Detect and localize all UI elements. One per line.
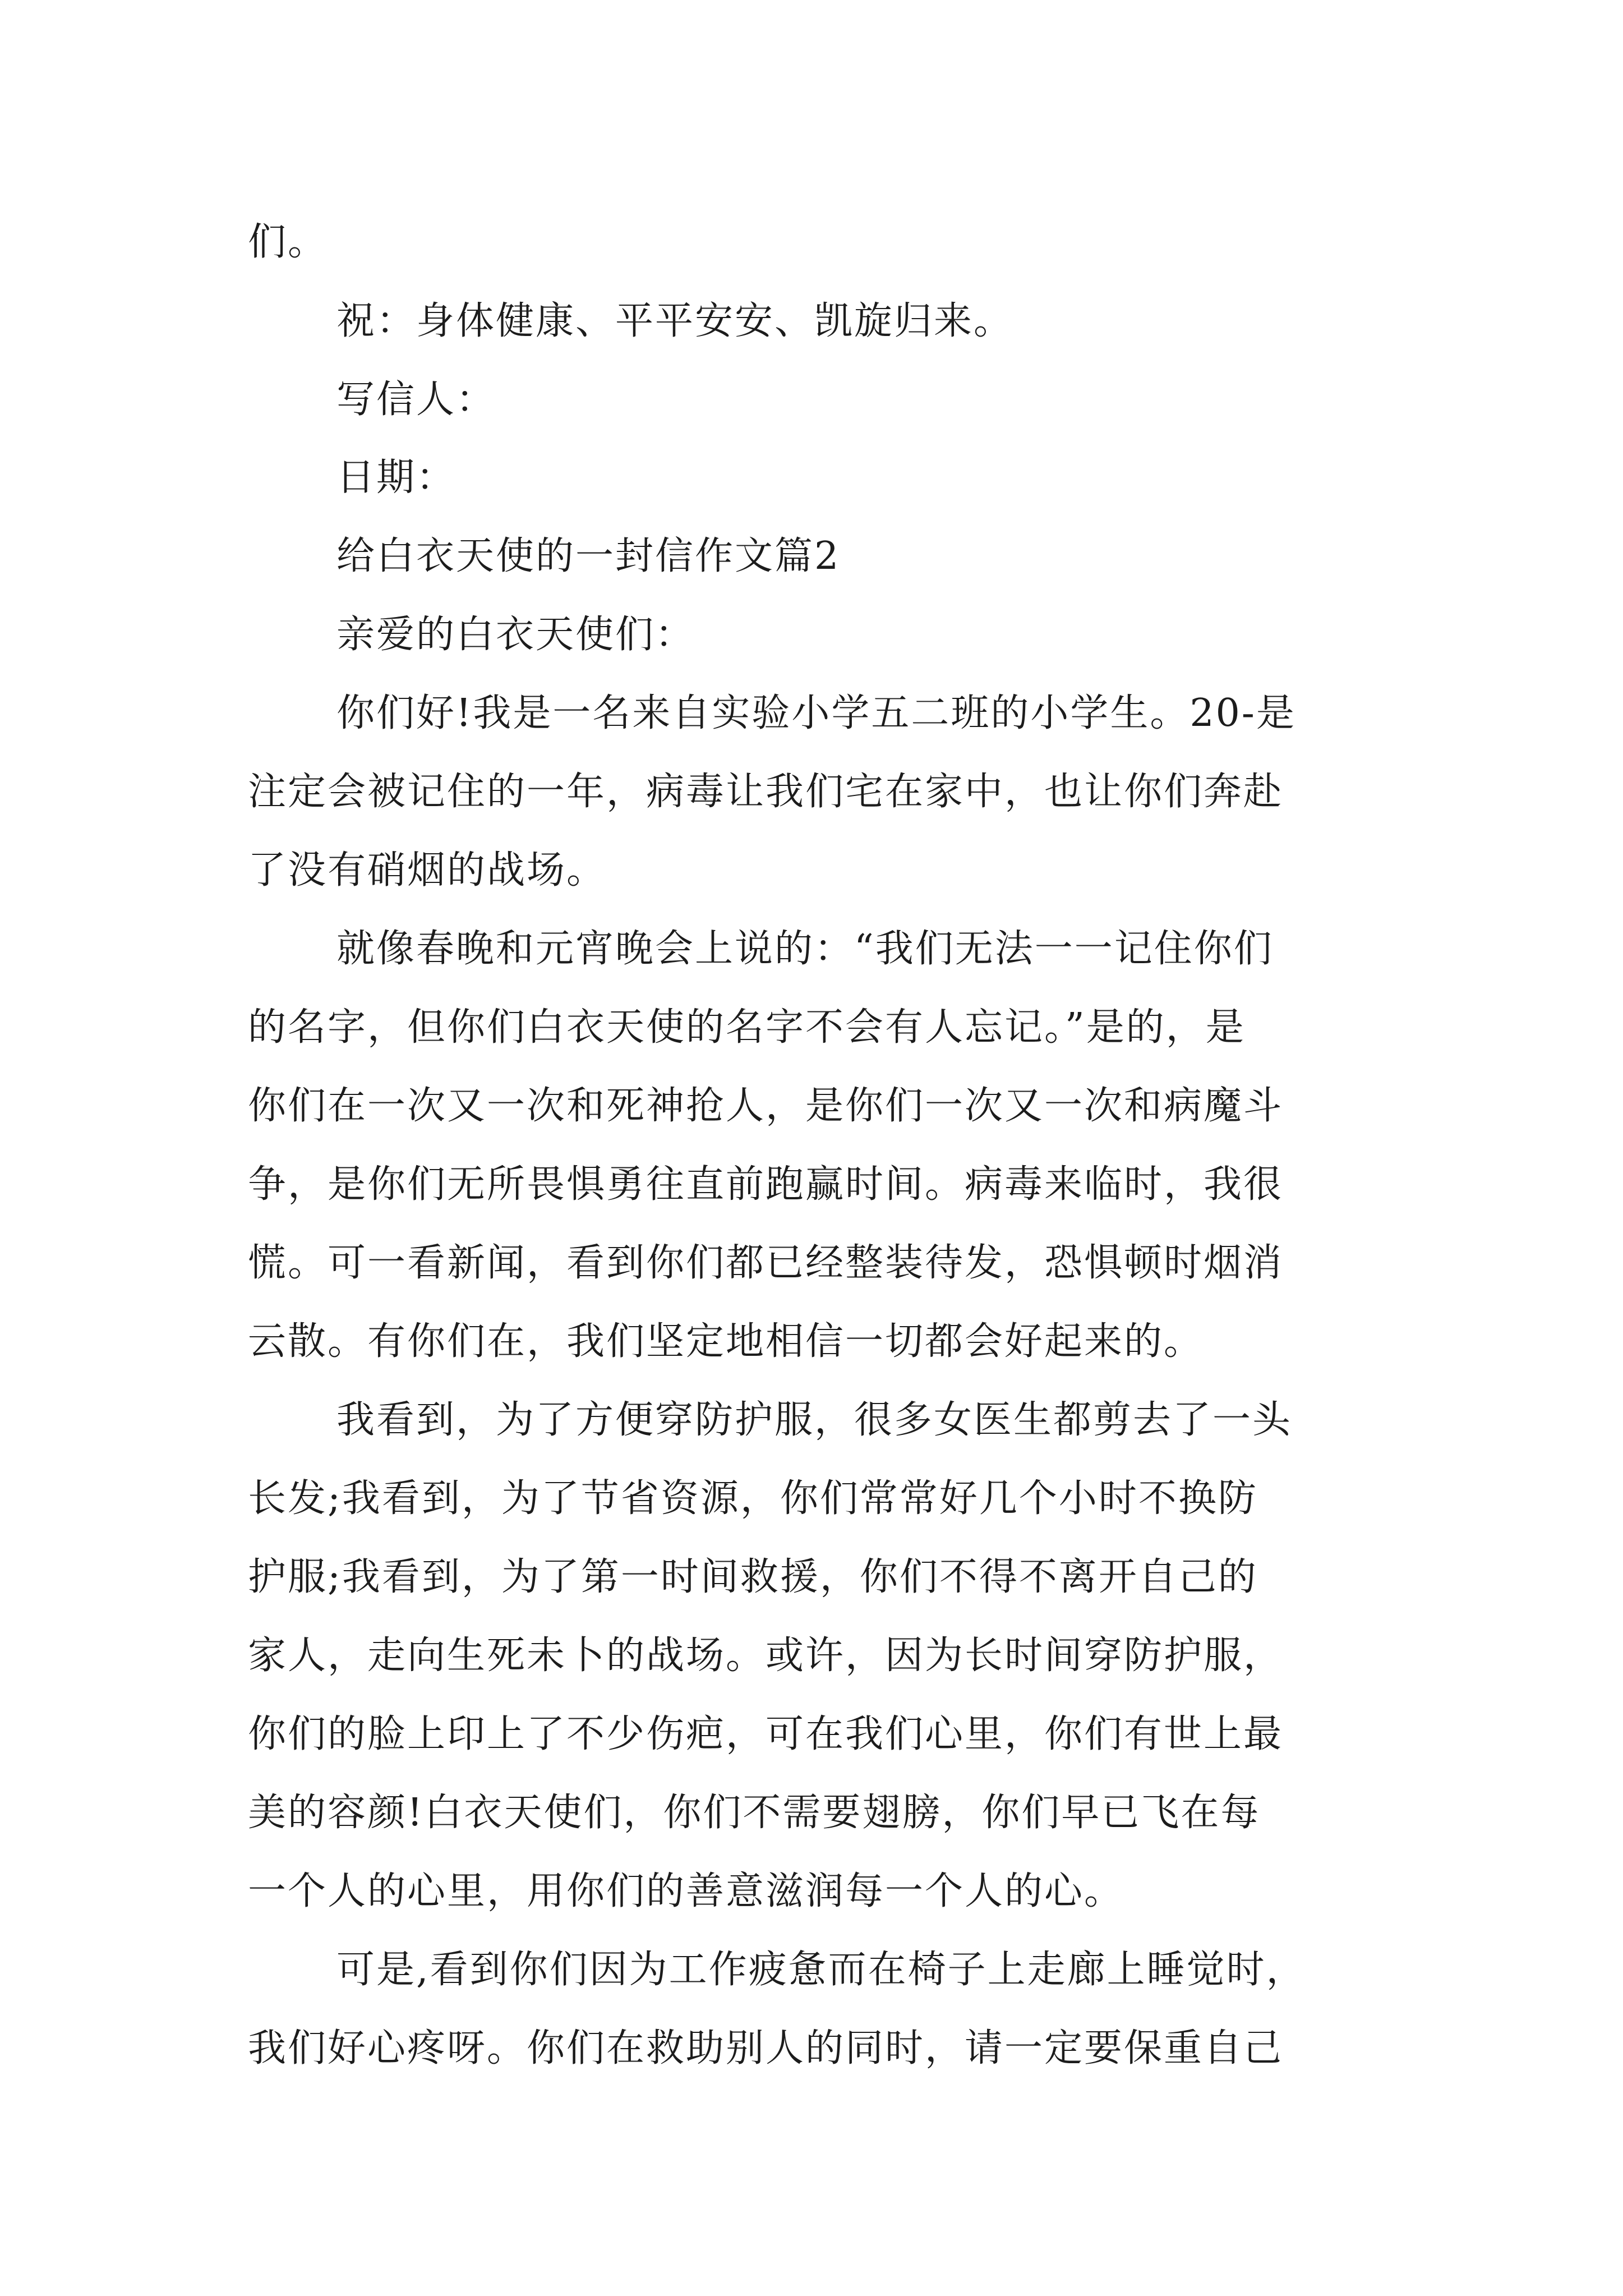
text-line: 我们好心疼呀。你们在救助别人的同时，请一定要保重自己 bbox=[248, 2026, 1284, 2070]
text-line: 慌。可一看新闻，看到你们都已经整装待发，恐惧顿时烟消 bbox=[248, 1241, 1284, 1285]
text-line: 注定会被记住的一年，病毒让我们宅在家中，也让你们奔赴 bbox=[248, 770, 1284, 814]
text-line: 就像春晚和元宵晚会上说的：“我们无法一一记住你们 bbox=[336, 927, 1274, 971]
salutation: 亲爱的白衣天使们： bbox=[336, 613, 695, 657]
text-line: 们。 bbox=[248, 220, 328, 264]
text-line: 美的容颜!白衣天使们，你们不需要翅膀，你们早已飞在每 bbox=[248, 1791, 1261, 1835]
text-line: 云散。有你们在，我们坚定地相信一切都会好起来的。 bbox=[248, 1319, 1204, 1364]
text-line: 可是,看到你们因为工作疲惫而在椅子上走廊上睡觉时， bbox=[336, 1948, 1306, 1992]
text-line: 祝：身体健康、平平安安、凯旋归来。 bbox=[336, 299, 1014, 343]
text-line: 你们在一次又一次和死神抢人，是你们一次又一次和病魔斗 bbox=[248, 1084, 1284, 1128]
text-line: 你们的脸上印上了不少伤疤，可在我们心里，你们有世上最 bbox=[248, 1712, 1284, 1756]
text-line: 长发;我看到，为了节省资源，你们常常好几个小时不换防 bbox=[248, 1476, 1258, 1521]
text-line: 争，是你们无所畏惧勇往直前跑赢时间。病毒来临时，我很 bbox=[248, 1162, 1284, 1207]
text-line: 日期： bbox=[336, 455, 457, 500]
text-line: 写信人： bbox=[336, 378, 496, 422]
text-line: 家人，走向生死未卜的战场。或许，因为长时间穿防护服， bbox=[248, 1634, 1284, 1678]
text-line: 护服;我看到，为了第一时间救援，你们不得不离开自己的 bbox=[248, 1555, 1258, 1599]
section-heading: 给白衣天使的一封信作文篇2 bbox=[336, 534, 841, 578]
text-line: 了没有硝烟的战场。 bbox=[248, 848, 607, 892]
text-line: 你们好!我是一名来自实验小学五二班的小学生。20-是 bbox=[336, 691, 1296, 735]
text-line: 我看到，为了方便穿防护服，很多女医生都剪去了一头 bbox=[336, 1398, 1293, 1442]
text-line: 一个人的心里，用你们的善意滋润每一个人的心。 bbox=[248, 1869, 1124, 1913]
text-line: 的名字，但你们白衣天使的名字不会有人忘记。”是的，是 bbox=[248, 1005, 1246, 1050]
